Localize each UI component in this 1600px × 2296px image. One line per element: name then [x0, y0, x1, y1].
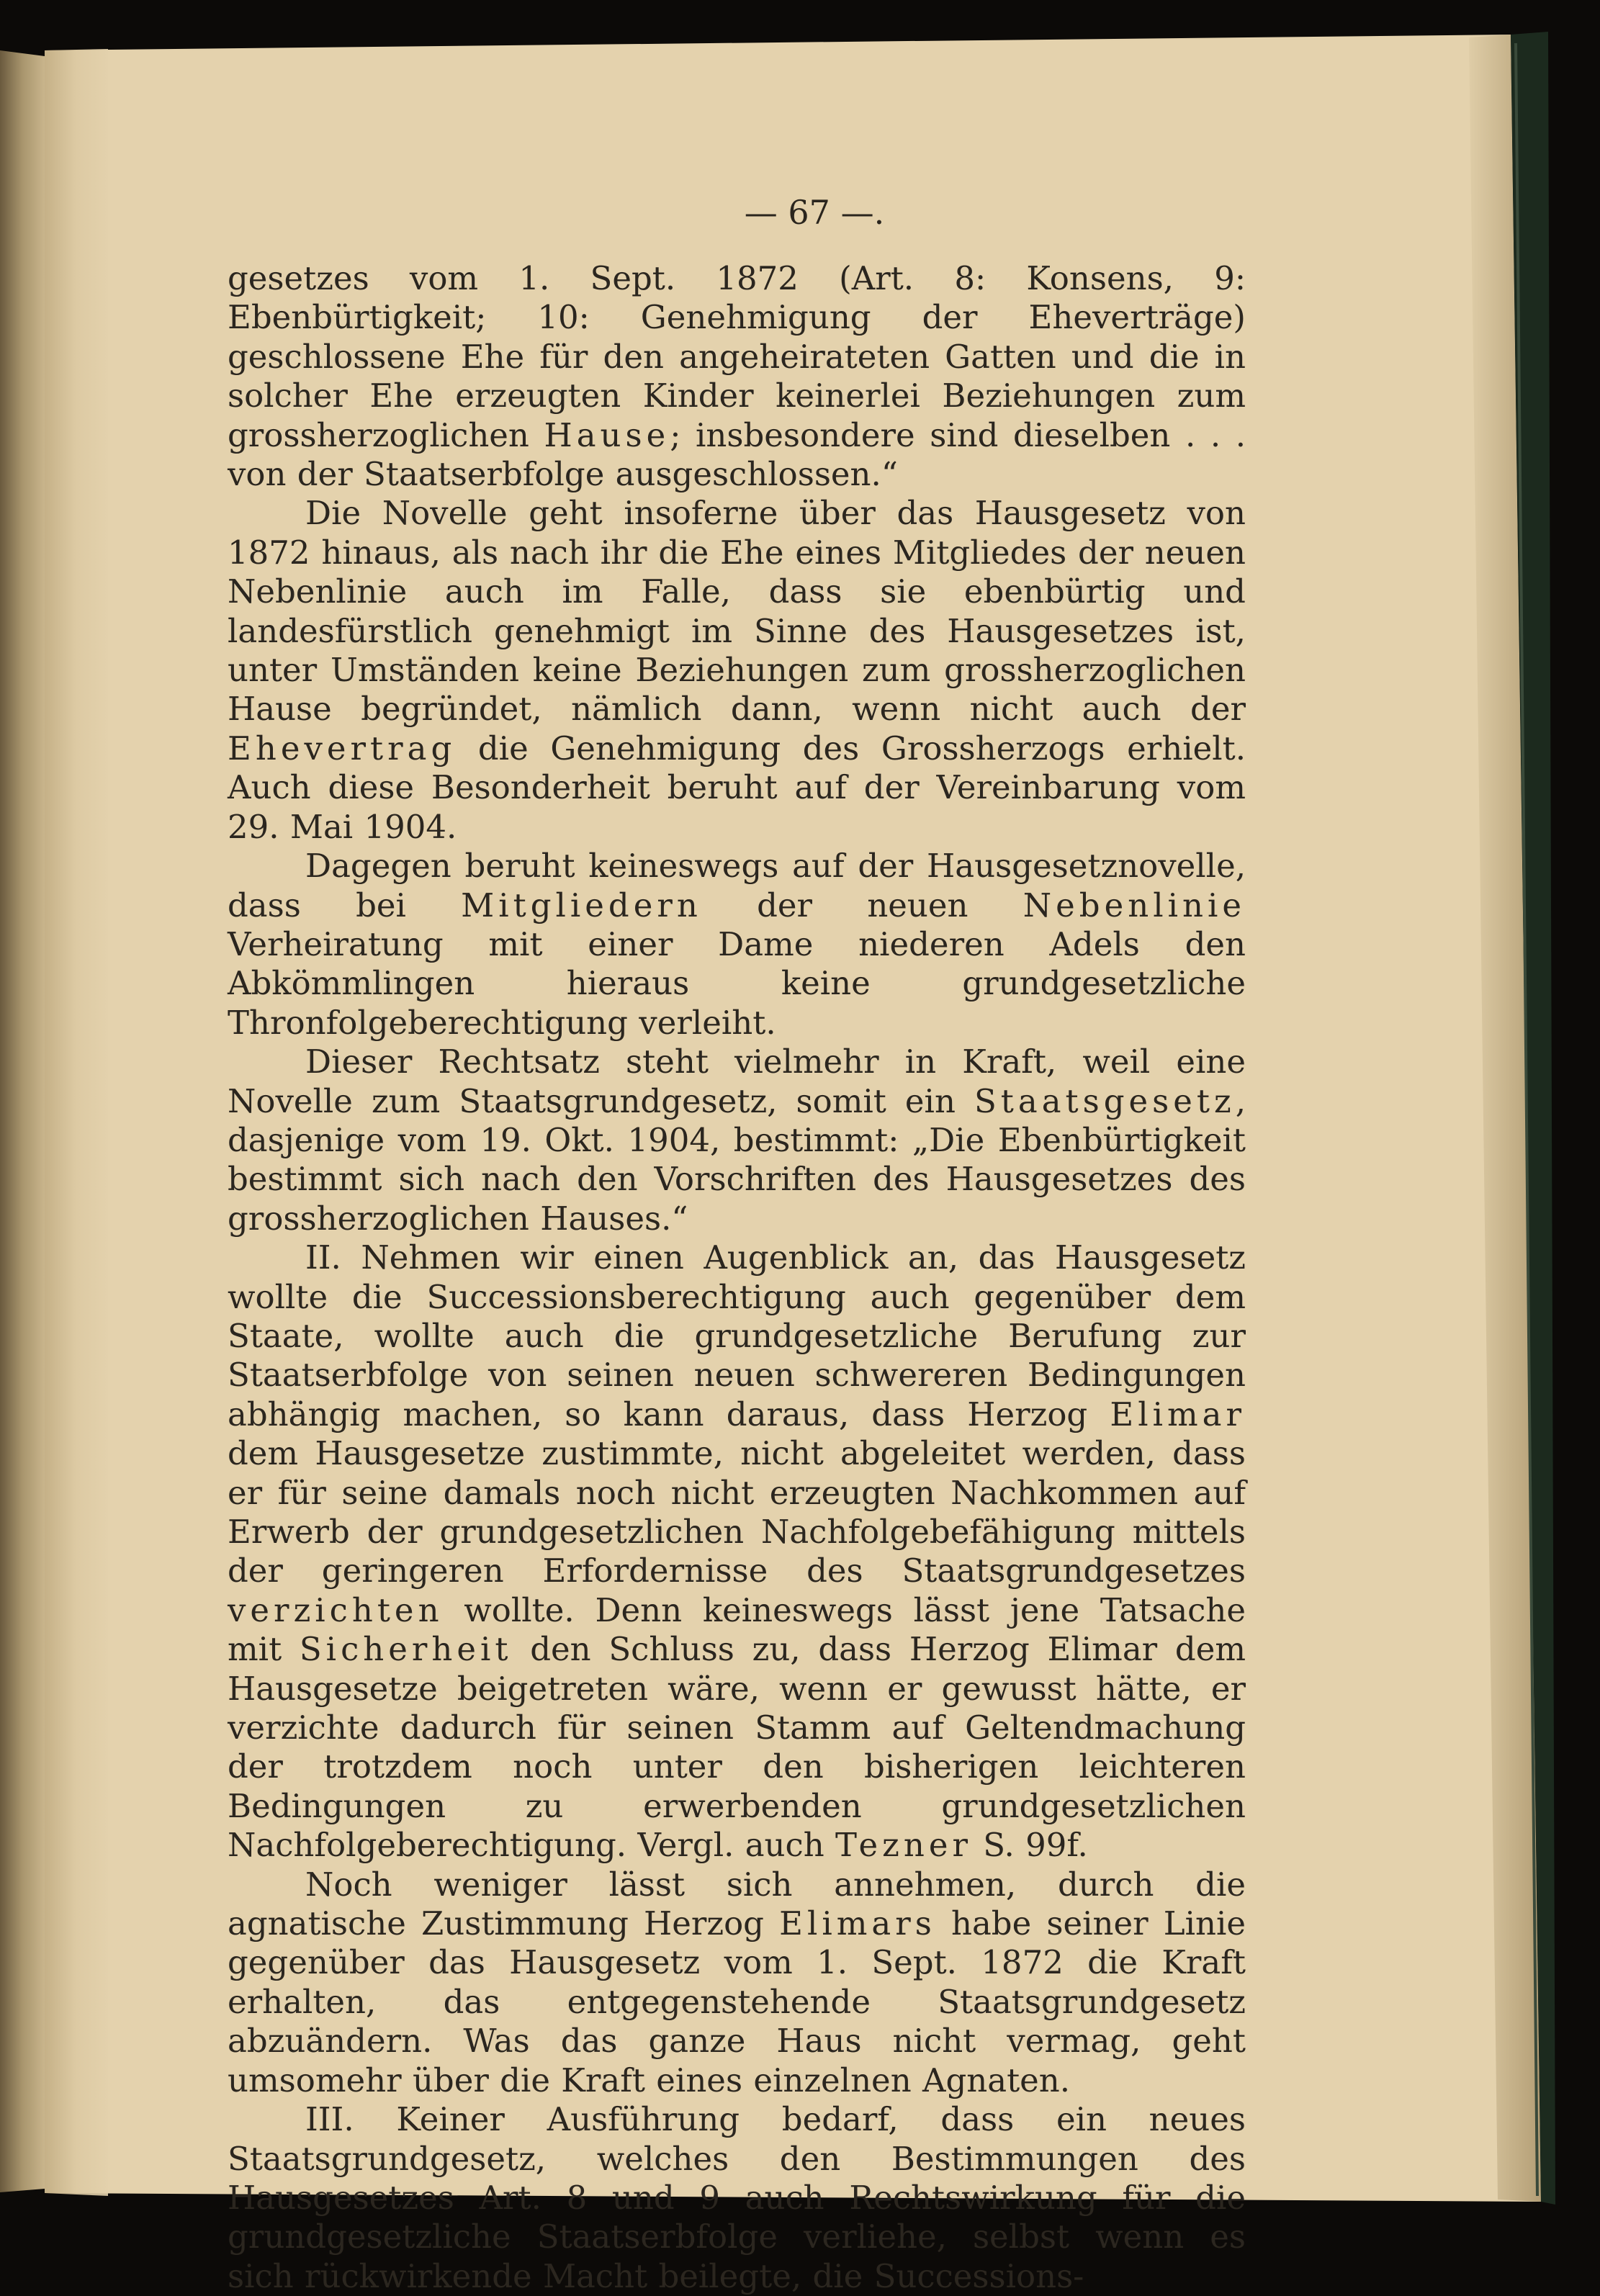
spaced-emphasis: Elimars: [779, 1904, 936, 1943]
text-segment: Die Novelle geht insoferne über das Hausgesetz von 1872 hinaus, als nach ihr die Ehe eines Mitgliedes der neuen Nebenlinie auch im Falle, dass sie ebenbürtig und landesfürstlich genehmigt im Sinne des Hausgesetzes ist, unter Umständen keine Beziehungen zum grossherzoglichen Hause begründet, nämlich dann, wenn nicht auch der: [228, 494, 1246, 729]
page-gutter-shadow: [45, 49, 108, 2196]
text-segment: Dieser Rechtsatz steht vielmehr in Kraft, weil eine Novelle zum Staatsgrundgesetz, somit ein: [228, 1043, 1246, 1120]
text-segment: die Genehmigung des Grossherzogs erhielt. Auch diese Besonderheit beruht auf der Vereinbarung vom 29. Mai 1904.: [228, 729, 1246, 846]
left-page-edge: [0, 50, 45, 2192]
text-segment: wollte. Denn keineswegs lässt jene Tatsache mit: [228, 1590, 1246, 1669]
spaced-emphasis: Mitgliedern: [461, 886, 702, 924]
spaced-emphasis: Staatsgesetz: [974, 1081, 1236, 1120]
text-segment: den Schluss zu, dass Herzog Elimar dem Hausgesetze beigetreten wäre, wenn er gewusst hätte, er verzichte dadurch für seinen Stamm auf Geltendmachung der trotzdem noch unter den bisherigen leichteren Bedingungen zu erwerbenden grundgesetzlichen Nachfolgeberechtigung. Vergl. auch: [228, 1630, 1246, 1865]
right-page: [45, 35, 1541, 2202]
text-segment: Dagegen beruht keineswegs auf der Hausgesetznovelle, dass bei: [228, 847, 1246, 924]
text-segment: habe seiner Linie gegenüber das Hausgesetz vom 1. Sept. 1872 die Kraft erhalten, das entgegenstehende Staatsgrundgesetz abzuändern. Was das ganze Haus nicht vermag, geht umsomehr über die Kraft eines einzelnen Agnaten.: [228, 1904, 1246, 2099]
text-segment: dem Hausgesetze zustimmte, nicht abgeleitet werden, dass er für seine damals noch nicht erzeugten Nachkommen auf Erwerb der grundgesetzlichen Nachfolgebefähigung mittels der geringeren Erfordernisse des Staatsgrundgesetzes: [228, 1434, 1246, 1590]
page-number: — 67 —.: [744, 193, 885, 232]
spaced-emphasis: Elimar: [1110, 1395, 1246, 1433]
text-segment: gesetzes vom 1. Sept. 1872 (Art. 8: Konsens, 9: Ebenbürtigkeit; 10: Genehmigung der Eheverträge) geschlossene Ehe für den angeheirateten Gatten und die in solcher Ehe erzeugten Kinder keinerlei Beziehungen zum grossherzoglichen: [228, 259, 1246, 454]
spaced-emphasis: verzichten: [228, 1590, 444, 1629]
text-segment: II. Nehmen wir einen Augenblick an, das Hausgesetz wollte die Successionsberechtigung auch gegenüber dem Staate, wollte auch die grundgesetzliche Berufung zur Staatserbfolge von seinen neuen schwereren Bedingungen abhängig machen, so kann daraus, dass Herzog: [228, 1238, 1246, 1433]
text-segment: III. Keiner Ausführung bedarf, dass ein neues Staatsgrundgesetz, welches den Bestimmungen des Hausgesetzes Art. 8 und 9 auch Rechtswirkung für die grundgesetzliche Staatserbfolge verliehe, selbst wenn es sich rückwirkende Macht beilegte, die Successions-: [228, 2100, 1246, 2295]
spaced-emphasis: Hause: [544, 415, 670, 454]
spaced-emphasis: Sicherheit: [299, 1630, 513, 1669]
spaced-emphasis: Nebenlinie: [1023, 886, 1246, 924]
spaced-emphasis: Tezner: [835, 1826, 972, 1865]
text-segment: Verheiratung mit einer Dame niederen Adels den Abkömmlingen hieraus keine grundgesetzliche Thronfolgeberechtigung verleiht.: [228, 924, 1246, 1042]
spaced-emphasis: Ehevertrag: [228, 729, 457, 767]
text-segment: Noch weniger lässt sich annehmen, durch die agnatische Zustimmung Herzog: [228, 1865, 1246, 1943]
text-segment: , dasjenige vom 19. Okt. 1904, bestimmt: „Die Ebenbürtigkeit bestimmt sich nach den Vorschriften des Hausgesetzes des grossherzoglichen Hauses.“: [228, 1081, 1246, 1238]
text-segment: S. 99f.: [972, 1826, 1088, 1865]
text-segment: der neuen: [701, 886, 1023, 924]
text-segment: ; insbesondere sind dieselben . . . von der Staatserbfolge ausgeschlossen.“: [228, 415, 1246, 494]
